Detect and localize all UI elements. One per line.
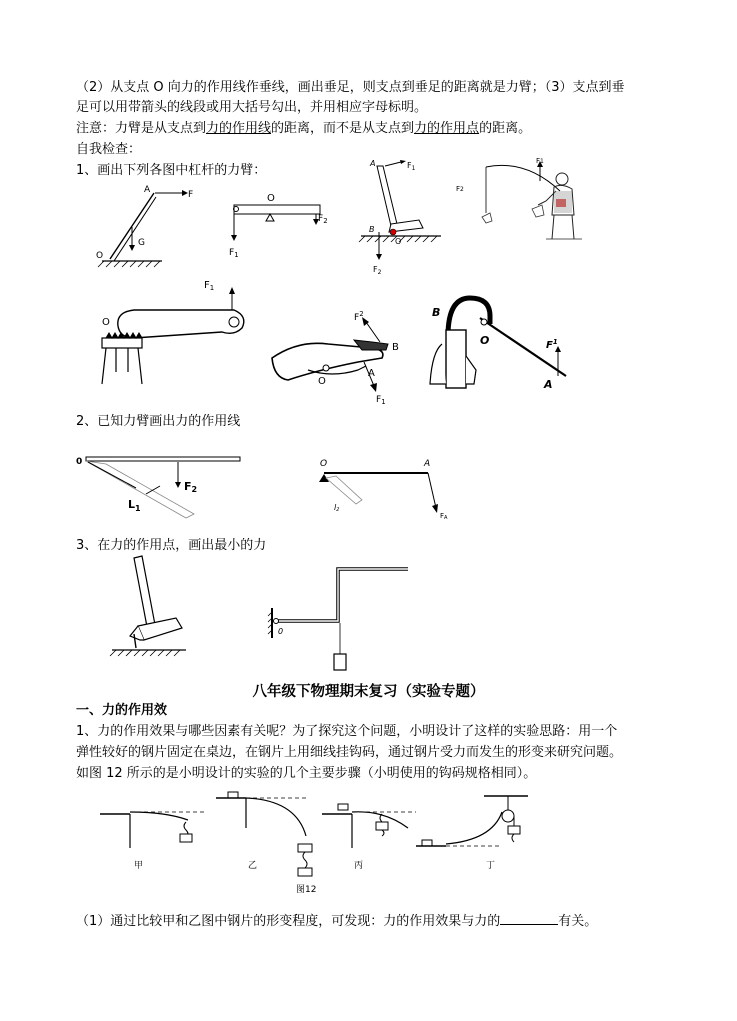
label-f1 — [204, 280, 214, 292]
label-l1 — [128, 498, 141, 513]
label-o: 0 — [76, 457, 83, 467]
arm-figure-l1 — [76, 448, 244, 524]
label-o: 0 — [278, 627, 284, 636]
f2-sub: 2 — [460, 186, 464, 193]
note-mid: 的距离，而不是从支点到 — [271, 121, 415, 136]
fig12-yi — [216, 792, 312, 876]
note-prefix: 注意：力臂是从支点到 — [76, 121, 207, 136]
f1-sub: 1 — [411, 165, 416, 172]
f2-letter: F — [354, 313, 360, 323]
question-2: 2、已知力臂画出力的作用线 — [76, 414, 241, 429]
f1-sub: 1 — [381, 398, 386, 406]
f1-letter: F — [204, 280, 210, 291]
f1-letter: F — [407, 161, 412, 170]
f2-letter: F — [318, 214, 324, 224]
label-f1 — [376, 395, 386, 406]
min-force-bent-rod — [268, 566, 414, 676]
label-a: A — [424, 459, 431, 469]
f2-letter: F — [184, 480, 192, 493]
label-f1 — [229, 248, 239, 259]
fig12-ding — [416, 796, 528, 871]
f1-sub: 1 — [540, 158, 544, 165]
note-suffix: 的距离。 — [479, 121, 532, 136]
lever-figure-crowbar — [357, 160, 447, 276]
label-f2 — [184, 480, 197, 494]
section-heading: 一、力的作用效 — [76, 703, 168, 718]
lever-figure-pedal — [94, 280, 254, 390]
label-b: B — [392, 342, 399, 353]
label-o: O — [318, 376, 326, 387]
label-o: O — [480, 334, 490, 347]
label-o: O — [102, 317, 110, 328]
f2-letter: F — [373, 265, 378, 274]
label-f2 — [373, 265, 382, 276]
label-f1 — [546, 338, 558, 351]
label-o: O — [395, 237, 402, 246]
note-underline-2: 力的作用点 — [414, 121, 480, 136]
review-title: 八年级下物理期末复习（实验专题） — [252, 684, 485, 700]
label-l2 — [334, 503, 339, 513]
l1-sub: 1 — [135, 504, 141, 513]
f2-sub: 2 — [323, 217, 328, 225]
f2-sub: 2 — [377, 269, 382, 276]
label-a: A — [368, 368, 375, 379]
f1-sub: 1 — [209, 284, 215, 292]
f1-sub: 1 — [552, 338, 558, 346]
fig12-label-yi: 乙 — [248, 861, 258, 871]
q1-suffix: 有关。 — [558, 914, 598, 929]
figure-12 — [96, 788, 536, 904]
label-f2 — [318, 214, 328, 225]
lever-figure-foot — [268, 300, 408, 406]
note-underline-1: 力的作用线 — [206, 121, 272, 136]
f1-letter: F — [229, 248, 235, 258]
fig12-jia — [100, 812, 206, 871]
review-para-3: 如图 12 所示的是小明设计的实验的几个主要步骤（小明使用的钩码规格相同）。 — [76, 766, 537, 781]
label-f1 — [536, 157, 544, 165]
fa-letter: F — [440, 512, 445, 520]
fig12-label-ding: 丁 — [486, 861, 496, 871]
lever-figure-rod — [92, 185, 192, 267]
arm-figure-l2 — [316, 456, 448, 521]
label-o: O — [320, 459, 328, 469]
f1-letter: F — [376, 395, 382, 405]
l2-letter: l — [334, 503, 337, 512]
review-question-1 — [76, 911, 597, 931]
l2-sub: 2 — [336, 507, 340, 513]
f2-sub: 2 — [191, 485, 198, 494]
intro-line-2: 足可以用带箭头的线段或用大括号勾出，并用相应字母标明。 — [76, 100, 428, 115]
label-b: B — [432, 306, 441, 319]
label-f2 — [456, 185, 464, 193]
label-b: B — [369, 225, 375, 234]
label-f1 — [407, 161, 416, 172]
self-check-label: 自我检查： — [76, 142, 142, 157]
label-a: A — [544, 378, 553, 391]
review-para-2: 弹性较好的钢片固定在桌边，在钢片上用细线挂钩码，通过钢片受力而发生的形变来研究问题。 — [76, 745, 623, 760]
fig12-caption: 图12 — [296, 885, 317, 895]
label-a: A — [144, 185, 151, 195]
lever-figure-fishing — [456, 157, 586, 249]
label-o: O — [96, 251, 104, 261]
lever-figure-pump — [420, 286, 580, 392]
f1-letter: F — [536, 157, 541, 165]
f1-letter: F — [546, 340, 553, 351]
label-g: G — [138, 238, 145, 248]
lever-figure-beam — [226, 183, 336, 263]
f1-sub: 1 — [234, 251, 239, 259]
q1-prefix: （1）通过比较甲和乙图中钢片的形变程度，可发现：力的作用效果与力的 — [76, 914, 501, 929]
label-o: O — [267, 193, 275, 204]
label-a: A — [370, 159, 376, 168]
label-f2 — [354, 310, 364, 323]
note-line — [76, 120, 531, 138]
review-para-1: 1、力的作用效果与哪些因素有关呢？为了探究这个问题，小明设计了这样的实验思路：用一个 — [76, 724, 618, 739]
label-fa — [440, 512, 448, 521]
intro-line-1: （2）从支点 O 向力的作用线作垂线，画出垂足，则支点到垂足的距离就是力臂；（3）支点到垂 — [76, 80, 625, 95]
question-1: 1、画出下列各图中杠杆的力臂： — [76, 163, 267, 178]
l1-letter: L — [128, 498, 136, 511]
min-force-hammer — [110, 556, 190, 656]
label-f: F — [188, 190, 194, 200]
fig12-bing — [322, 804, 416, 871]
f2-letter: F — [456, 185, 461, 193]
fa-sub: A — [444, 515, 448, 521]
fig12-label-bing: 丙 — [354, 861, 364, 871]
q1-answer-blank[interactable] — [500, 911, 558, 925]
fig12-label-jia: 甲 — [134, 861, 144, 871]
f2-sub: 2 — [359, 310, 364, 318]
question-3: 3、在力的作用点，画出最小的力 — [76, 538, 267, 553]
